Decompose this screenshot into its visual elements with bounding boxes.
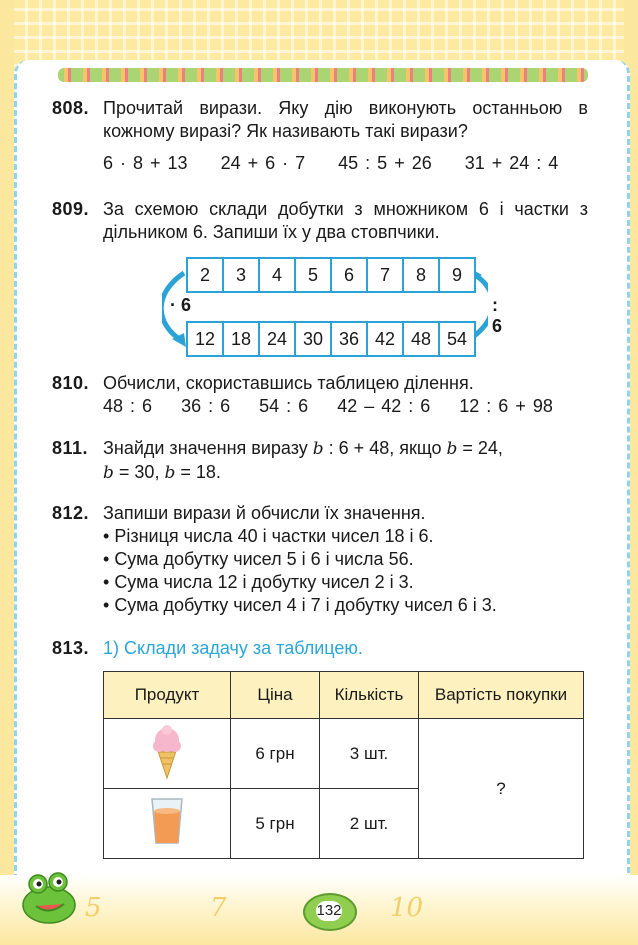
exercise-808 xyxy=(52,97,588,175)
product-cell xyxy=(104,719,231,789)
exercise-text: Прочитай вирази. Яку дію виконують останньою в кожному виразі? Як називають такі вирази? xyxy=(103,98,588,141)
exercise-809 xyxy=(52,198,588,244)
exercise-text: 1) Склади задачу за таблицею. xyxy=(103,638,363,658)
shopping-table xyxy=(103,671,584,859)
list-item: • Різниця числа 40 і частки чисел 18 і 6. xyxy=(103,525,588,548)
list-item: • Сума добутку чисел 4 і 7 і добутку чисел 6 і 3. xyxy=(103,594,588,617)
bullet-list xyxy=(103,525,588,617)
exercise-text: За схемою склади добутки з множником 6 і частки з дільником 6. Запиши їх у два стовпчики. xyxy=(103,199,588,242)
value-text: = 24, xyxy=(462,438,503,458)
scheme-cell: 42 xyxy=(368,323,404,355)
decor-digit-icon: 5 xyxy=(85,893,102,923)
list-item: • Сума числа 12 і добутку чисел 2 і 3. xyxy=(103,571,588,594)
page-frame-left xyxy=(0,0,14,945)
ice-cream-icon xyxy=(147,722,187,780)
exercise-813 xyxy=(52,637,588,660)
expression: 42 – 42 : 6 xyxy=(337,396,431,416)
scheme-cell: 12 xyxy=(188,323,224,355)
product-cell xyxy=(104,789,231,859)
exercise-text: Обчисли, скориставшись таблицею ділення. xyxy=(103,373,474,393)
table-header: Продукт xyxy=(104,672,231,719)
value-text: = 18. xyxy=(180,462,221,482)
exercise-text: Запиши вирази й обчисли їх значення. xyxy=(103,503,426,523)
scheme-cell: 24 xyxy=(260,323,296,355)
quantity-cell: 3 шт. xyxy=(320,719,419,789)
exercise-text: : 6 + 48, якщо xyxy=(328,438,442,458)
scheme-cell: 48 xyxy=(404,323,440,355)
scheme-cell: 18 xyxy=(224,323,260,355)
total-cost-cell: ? xyxy=(419,719,584,859)
expression: 6 · 8 + 13 xyxy=(103,153,188,173)
expression: 54 : 6 xyxy=(259,396,309,416)
exercise-number: 811. xyxy=(52,438,89,458)
expression: 12 : 6 + 98 xyxy=(459,396,553,416)
decor-digit-icon: 10 xyxy=(390,893,424,923)
expression: 36 : 6 xyxy=(181,396,231,416)
exercise-number: 809. xyxy=(52,199,90,219)
expression: 24 + 6 · 7 xyxy=(220,153,306,173)
scheme-cell: 5 xyxy=(296,259,332,291)
frog-mascot-icon xyxy=(14,860,84,930)
divide-label: : 6 xyxy=(492,295,503,336)
scheme-cell: 54 xyxy=(446,329,468,349)
scheme-cell: 36 xyxy=(332,323,368,355)
exercise-number: 810. xyxy=(52,373,90,393)
exercise-811 xyxy=(52,437,588,485)
scheme-cell: 30 xyxy=(296,323,332,355)
scheme-bottom-row xyxy=(186,321,476,357)
exercise-number: 813. xyxy=(52,638,90,658)
expression: 31 + 24 : 4 xyxy=(464,153,559,173)
scheme-cell: 6 xyxy=(332,259,368,291)
decor-digit-icon: 7 xyxy=(210,893,227,923)
exercise-812 xyxy=(52,502,588,617)
variable-b: b xyxy=(312,439,324,459)
variable-b: b xyxy=(446,439,458,459)
table-row xyxy=(104,719,584,789)
exercise-text: Знайди значення виразу xyxy=(103,438,308,458)
multiplication-scheme xyxy=(162,253,503,363)
price-cell: 5 грн xyxy=(231,789,320,859)
exercise-number: 808. xyxy=(52,98,90,118)
scheme-top-row xyxy=(186,257,476,293)
price-cell: 6 грн xyxy=(231,719,320,789)
value-text: = 30, xyxy=(118,462,160,482)
page-number-leaf xyxy=(303,893,357,931)
expression: 45 : 5 + 26 xyxy=(338,153,432,173)
scheme-cell: 9 xyxy=(451,265,462,285)
variable-b: b xyxy=(164,463,176,483)
list-item: • Сума добутку чисел 5 і 6 і числа 56. xyxy=(103,548,588,571)
flower-border-decoration xyxy=(58,68,588,82)
scheme-cell: 4 xyxy=(260,259,296,291)
scheme-cell: 8 xyxy=(404,259,440,291)
scheme-cell: 3 xyxy=(224,259,260,291)
exercise-810 xyxy=(52,372,588,418)
table-header: Вартість покупки xyxy=(419,672,584,719)
scheme-cell: 2 xyxy=(188,259,224,291)
multiply-label: · 6 xyxy=(170,295,192,315)
expression: 48 : 6 xyxy=(103,396,153,416)
quantity-cell: 2 шт. xyxy=(320,789,419,859)
exercise-number: 812. xyxy=(52,503,90,523)
juice-glass-icon xyxy=(147,795,187,847)
variable-b: b xyxy=(103,463,114,483)
table-header: Кількість xyxy=(320,672,419,719)
scheme-cell: 7 xyxy=(368,259,404,291)
page-number: 132 xyxy=(316,902,342,919)
expression-list xyxy=(103,395,588,418)
expression-list xyxy=(103,152,588,175)
table-header: Ціна xyxy=(231,672,320,719)
